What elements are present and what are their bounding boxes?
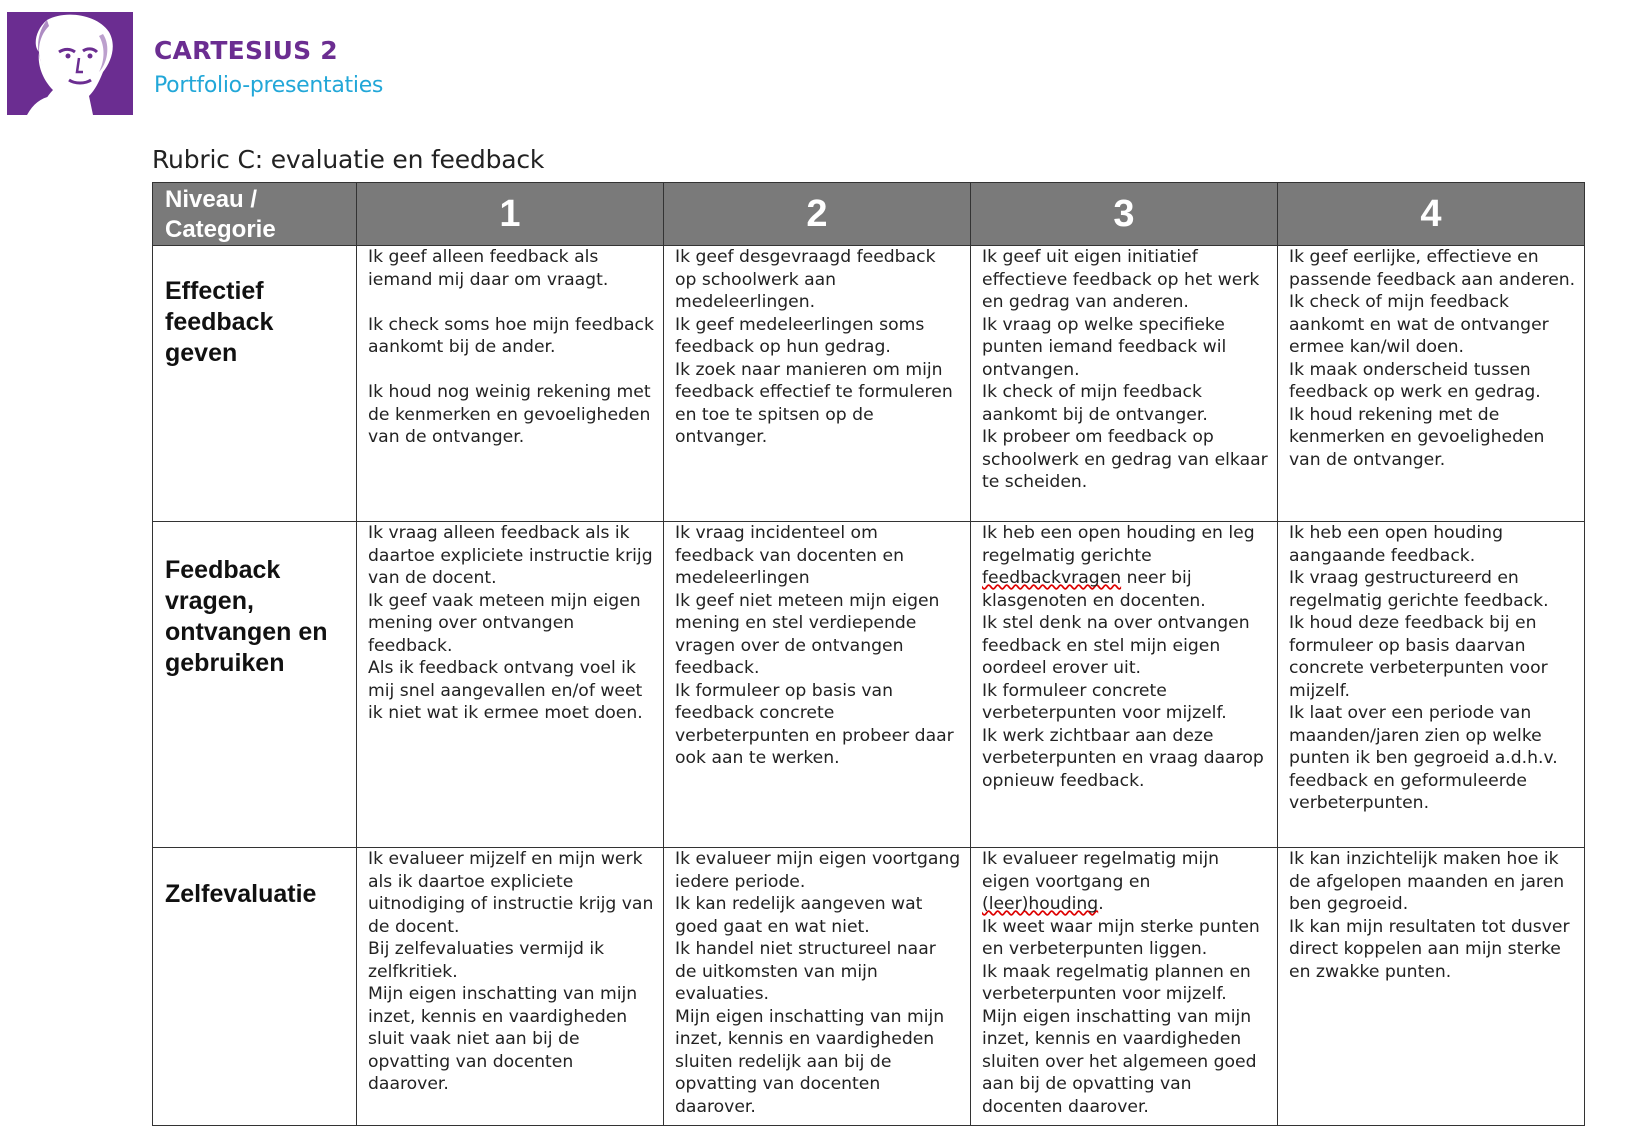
rubric-cell <box>664 246 971 522</box>
cell-statement: Ik vraag op welke specifieke punten iemand feedback wil ontvangen. <box>982 314 1227 380</box>
row-category: Effectief feedback geven <box>153 246 357 522</box>
brand-subtitle: Portfolio-presentaties <box>154 73 384 98</box>
cell-statement: Ik heb een open houding en leg regelmatig gerichte feedbackvragen neer bij klasgenoten en docenten. <box>982 523 1255 611</box>
cell-statement: Ik geef niet meteen mijn eigen mening en stel verdiepende vragen over de ontvangen feedback. <box>675 590 940 678</box>
cell-statement: Mijn eigen inschatting van mijn inzet, kennis en vaardigheden sluit vaak niet aan bij de opvatting van docenten daarover. <box>368 984 638 1094</box>
row-category: Zelfevaluatie <box>153 848 357 1126</box>
cell-statement: Ik kan mijn resultaten tot dusver direct koppelen aan mijn sterke en zwakke punten. <box>1289 916 1570 982</box>
cell-statement: Als ik feedback ontvang voel ik mij snel aangevallen en/of weet ik niet wat ik ermee moet doen. <box>368 658 643 723</box>
table-row <box>153 246 1585 522</box>
cell-statement: Ik houd nog weinig rekening met de kenmerken en gevoeligheden van de ontvanger. <box>368 382 651 447</box>
cell-statement: Ik formuleer concrete verbeterpunten voor mijzelf. <box>982 680 1227 723</box>
rubric-cell <box>664 522 971 848</box>
cell-statement: Bij zelfevaluaties vermijd ik zelfkritiek. <box>368 939 605 982</box>
cell-statement: Ik handel niet structureel naar de uitkomsten van mijn evaluaties. <box>675 939 936 1004</box>
cell-statement: Ik stel denk na over ontvangen feedback en stel mijn eigen oordeel erover uit. <box>982 613 1250 678</box>
rubric-cell <box>1278 848 1585 1126</box>
cell-statement: Mijn eigen inschatting van mijn inzet, kennis en vaardigheden sluiten redelijk aan bij de opvatting van docenten daarover. <box>675 1006 945 1117</box>
cell-statement: Ik kan inzichtelijk maken hoe ik de afgelopen maanden en jaren ben gegroeid. <box>1289 849 1565 914</box>
cell-statement: Ik houd deze feedback bij en formuleer op basis daarvan concrete verbeterpunten voor mijzelf. <box>1289 613 1548 701</box>
cell-statement: Ik maak onderscheid tussen feedback op werk en gedrag. <box>1289 359 1541 402</box>
descartes-portrait-icon <box>7 12 133 115</box>
rubric-cell <box>1278 522 1585 848</box>
rubric-cell <box>357 246 664 522</box>
row-category: Feedback vragen, ontvangen en gebruiken <box>153 522 357 848</box>
cell-statement: Ik kan redelijk aangeven wat goed gaat en wat niet. <box>675 894 923 937</box>
cell-statement: Ik check of mijn feedback aankomt bij de ontvanger. <box>982 382 1208 425</box>
header-level-2: 2 <box>664 183 971 246</box>
cell-statement: Ik check of mijn feedback aankomt en wat de ontvanger ermee kan/wil doen. <box>1289 292 1549 357</box>
table-row <box>153 848 1585 1126</box>
rubric-cell <box>1278 246 1585 522</box>
cell-statement: Ik laat over een periode van maanden/jaren zien op welke punten ik ben gegroeid a.d.h.v. feedback en geformuleerde verbeterpunten. <box>1289 703 1558 813</box>
header-level-4: 4 <box>1278 183 1585 246</box>
cell-statement: Ik vraag alleen feedback als ik daartoe expliciete instructie krijg van de docent. <box>368 523 653 588</box>
cell-statement: Ik probeer om feedback op schoolwerk en gedrag van elkaar te scheiden. <box>982 427 1268 492</box>
cell-statement: Ik evalueer mijn eigen voortgang iedere periode. <box>675 849 961 892</box>
cell-statement: Ik geef desgevraagd feedback op schoolwerk aan medeleerlingen. <box>675 247 936 312</box>
cell-statement: Ik vraag incidenteel om feedback van docenten en medeleerlingen <box>675 523 904 588</box>
cell-statement: Mijn eigen inschatting van mijn inzet, kennis en vaardigheden sluiten over het algemeen goed aan bij de opvatting van docenten daarover. <box>982 1006 1257 1117</box>
cell-statement: Ik geef alleen feedback als iemand mij daar om vraagt. <box>368 247 609 290</box>
cell-statement: Ik geef medeleerlingen soms feedback op hun gedrag. <box>675 314 925 357</box>
table-row <box>153 522 1585 848</box>
rubric-cell <box>664 848 971 1126</box>
cell-statement: Ik vraag gestructureerd en regelmatig gerichte feedback. <box>1289 568 1549 611</box>
cell-statement: Ik geef vaak meteen mijn eigen mening over ontvangen feedback. <box>368 590 641 656</box>
cell-statement: Ik formuleer op basis van feedback concrete verbeterpunten en probeer daar ook aan te werken. <box>675 680 954 768</box>
cell-statement: Ik houd rekening met de kenmerken en gevoeligheden van de ontvanger. <box>1289 404 1545 470</box>
header-category: Niveau / Categorie <box>153 183 357 246</box>
rubric-cell <box>971 522 1278 848</box>
rubric-cell <box>971 246 1278 522</box>
cell-statement: Ik evalueer mijzelf en mijn werk als ik daartoe expliciete uitnodiging of instructie krijg van de docent. <box>368 849 654 937</box>
cell-statement: Ik geef eerlijke, effectieve en passende feedback aan anderen. <box>1289 247 1576 290</box>
rubric-title: Rubric C: evaluatie en feedback <box>152 145 545 174</box>
header-level-3: 3 <box>971 183 1278 246</box>
rubric-cell <box>971 848 1278 1126</box>
rubric-header-row <box>153 183 1585 246</box>
brand-block <box>154 36 383 101</box>
cell-statement: Ik zoek naar manieren om mijn feedback effectief te formuleren en toe te spitsen op de ontvanger. <box>675 359 953 447</box>
rubric-cell <box>357 522 664 848</box>
cell-statement: Ik werk zichtbaar aan deze verbeterpunten en vraag daarop opnieuw feedback. <box>982 725 1264 791</box>
cell-statement: Ik heb een open houding aangaande feedback. <box>1289 523 1503 566</box>
cell-statement: Ik weet waar mijn sterke punten en verbeterpunten liggen. <box>982 916 1260 959</box>
cell-statement: Ik evalueer regelmatig mijn eigen voortgang en (leer)houding. <box>982 849 1219 914</box>
cell-statement: Ik geef uit eigen initiatief effectieve feedback op het werk en gedrag van anderen. <box>982 247 1260 312</box>
brand-name: CARTESIUS 2 <box>154 36 338 65</box>
cell-statement: Ik maak regelmatig plannen en verbeterpunten voor mijzelf. <box>982 961 1251 1004</box>
header-level-1: 1 <box>357 183 664 246</box>
cell-statement: Ik check soms hoe mijn feedback aankomt bij de ander. <box>368 314 654 357</box>
rubric-cell <box>357 848 664 1126</box>
rubric-table <box>152 182 1585 1126</box>
